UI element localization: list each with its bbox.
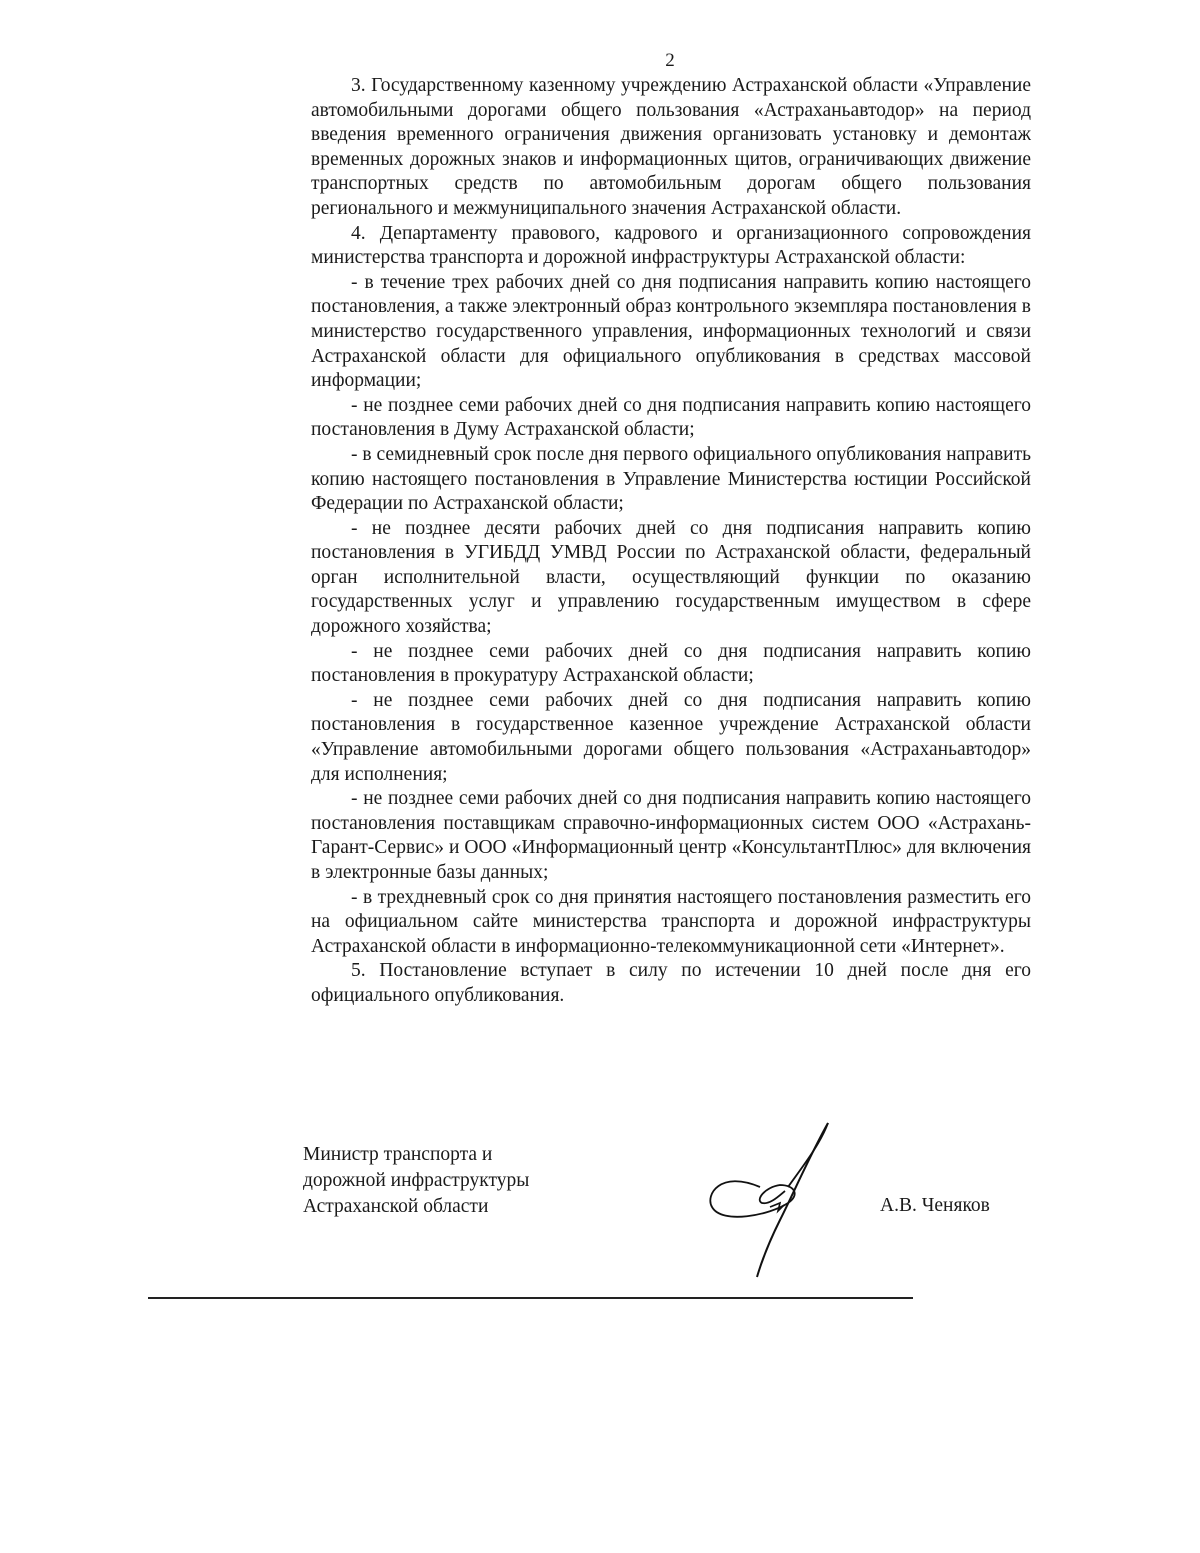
list-item: - не позднее семи рабочих дней со дня подписания направить копию постановления в прокуратуру Астраханской области;: [311, 640, 1031, 687]
list-item: - в течение трех рабочих дней со дня подписания направить копию настоящего постановления, а также электронный образ контрольного экземпляра постановления в министерство государственного управления, информационных технологий и связи Астраханской области для официального опубликования в средствах массовой информации;: [311, 271, 1031, 392]
signer-position-line: дорожной инфраструктуры: [303, 1170, 530, 1191]
signer-position: [303, 1142, 529, 1220]
list-item: - в трехдневный срок со дня принятия настоящего постановления разместить его на официальном сайте министерства транспорта и дорожной инфраструктуры Астраханской области в информационно-телекоммуникационной сети «Интернет».: [311, 886, 1031, 957]
list-item: - не позднее семи рабочих дней со дня подписания направить копию постановления в государственное казенное учреждение Астраханской области «Управление автомобильными дорогами общего пользования «Астраханьавтодор» для исполнения;: [311, 689, 1031, 785]
signer-position-line: Министр транспорта и: [303, 1144, 493, 1165]
paragraph-4: 4. Департаменту правового, кадрового и организационного сопровождения министерства транспорта и дорожной инфраструктуры Астраханской области:: [311, 222, 1031, 269]
list-item: - не позднее семи рабочих дней со дня подписания направить копию настоящего постановления поставщикам справочно-информационных систем ООО «Астрахань-Гарант-Сервис» и ООО «Информационный центр «КонсультантПлюс» для включения в электронные базы данных;: [311, 788, 1031, 883]
handwritten-signature: [700, 1115, 850, 1285]
list-item: - не позднее семи рабочих дней со дня подписания направить копию настоящего постановления в Думу Астраханской области;: [311, 394, 1031, 441]
list-item: - не позднее десяти рабочих дней со дня подписания направить копию постановления в УГИБДД УМВД России по Астраханской области, федеральный орган исполнительной власти, осуществляющий функции по оказанию государственных услуг и управлению государственным имуществом в сфере дорожного хозяйства;: [311, 517, 1031, 638]
signer-position-line: Астраханской области: [303, 1196, 489, 1217]
list-item: - в семидневный срок после дня первого официального опубликования направить копию настоящего постановления в Управление Министерства юстиции Российской Федерации по Астраханской области;: [311, 443, 1031, 515]
signer-name: А.В. Ченяков: [880, 1195, 990, 1216]
paragraph-3: 3. Государственному казенному учреждению Астраханской области «Управление автомобильными дорогами общего пользования «Астраханьавтодор» на период введения временного ограничения движения организовать установку и демонтаж временных дорожных знаков и информационных щитов, ограничивающих движение транспортных средств по автомобильным дорогам общего пользования регионального и межмуниципального значения Астраханской области.: [311, 75, 1031, 219]
document-body: [311, 74, 1031, 1009]
paragraph-5: 5. Постановление вступает в силу по истечении 10 дней после дня его официального опубликования.: [311, 960, 1031, 1006]
divider: [148, 1297, 913, 1299]
page-number: 2: [665, 50, 675, 71]
